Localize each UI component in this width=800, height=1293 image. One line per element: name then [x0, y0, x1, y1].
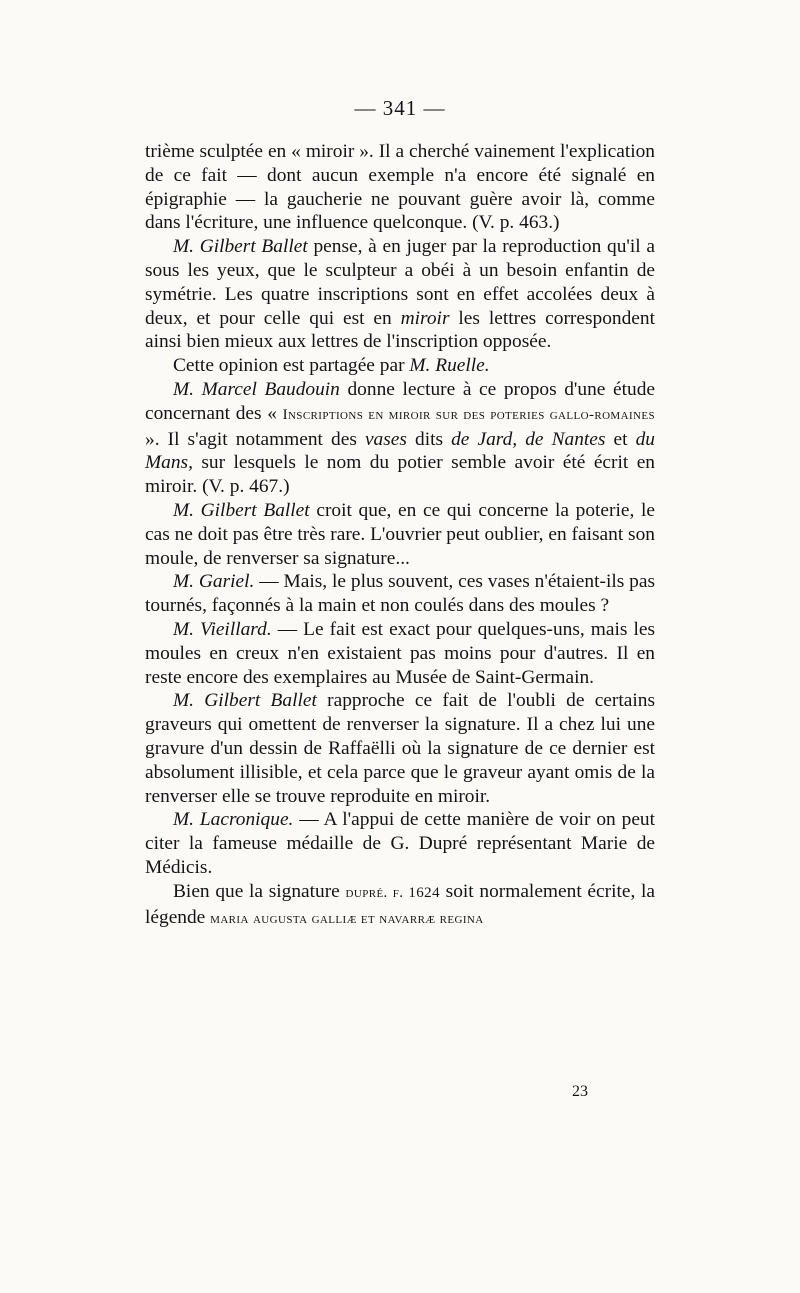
text-run: dits: [406, 428, 452, 450]
paragraph: [145, 354, 655, 378]
speaker-name: M. Lacronique.: [173, 809, 294, 831]
text-run: — A l'appui de cette manière de voir on peut citer la fameuse médaille de G. Dupré représentant Marie de Médicis.: [145, 809, 656, 878]
text-run: Bien que la signature: [173, 880, 346, 902]
text-run: et: [605, 428, 636, 450]
paragraph: [145, 618, 655, 689]
text-run: pense, à en juger par la reproduction qu'il a sous les yeux, que le sculpteur a obéi à un besoin enfantin de symétrie. Les quatre inscriptions sont en effet accolées deux à deux, et pour celle qui est en: [145, 236, 655, 329]
text-run: trième sculptée en « miroir ». Il a cherché vainement l'explication de ce fait — dont aucun exemple n'a encore été signalé en épigraphie — la gaucherie ne pouvant guère avoir là, comme dans l'écriture, une influence quelconque. (V. p. 463.): [145, 141, 655, 234]
paragraph: [145, 140, 655, 235]
text-run: — Mais, le plus souvent, ces vases n'étaient-ils pas tournés, façonnés à la main et non coulés dans des moules ?: [145, 571, 655, 617]
text-run: — Le fait est exact pour quelques-uns, mais les moules en creux n'en existaient pas moins pour d'autres. Il en reste encore des exemplaires au Musée de Saint-Germain.: [145, 618, 655, 688]
emphasis: vases: [364, 428, 407, 450]
paragraph: [145, 570, 655, 618]
signature-mark: 23: [572, 1083, 588, 1100]
paragraph: [145, 378, 655, 499]
page-number: — 341 —: [354, 96, 446, 120]
emphasis: miroir: [400, 307, 450, 329]
text-run: ». Il s'agit notamment des: [145, 428, 365, 450]
text-run: croit que, en ce qui concerne la poterie, le cas ne doit pas être très rare. L'ouvrier peut oublier, en faisant son moule, de renverser sa signature...: [145, 499, 655, 569]
text-run: sur lesquels le nom du potier semble avoir été écrit en miroir. (V. p. 467.): [145, 452, 655, 498]
speaker-name: M. Marcel Baudouin: [173, 378, 340, 400]
speaker-name: M. Gilbert Ballet: [173, 690, 317, 712]
text-run: les lettres correspondent ainsi bien mieux aux lettres de l'inscription opposée.: [145, 307, 655, 353]
paragraph: [145, 808, 655, 879]
text-run: soit normalement écrite, la légende: [145, 880, 655, 928]
speaker-name: M. Vieillard.: [173, 618, 272, 640]
body-text: [145, 140, 655, 931]
small-caps-title: Inscriptions en miroir sur des poteries gallo-romaines: [282, 406, 656, 423]
small-caps-legend: maria augusta galliæ et navarræ regina: [210, 910, 484, 927]
speaker-name: M. Gariel.: [173, 571, 255, 593]
text-run: Cette opinion est partagée par: [173, 355, 410, 377]
paragraph: [145, 235, 655, 354]
emphasis: du Mans,: [145, 428, 655, 474]
text-run: donne lecture à ce propos d'une étude concernant des «: [145, 378, 656, 424]
speaker-name: M. Gilbert Ballet: [173, 236, 308, 258]
speaker-name: M. Ruelle.: [409, 355, 490, 377]
small-caps-signature: dupré. f. 1624: [345, 884, 440, 901]
paragraph: [145, 880, 655, 932]
paragraph: [145, 689, 655, 808]
text-run: rapproche ce fait de l'oubli de certains graveurs qui omettent de renverser la signature. Il a chez lui une gravure d'un dessin de Raffaëlli où la signature de ce dernier est absolument illisible, et cela parce que le graveur ayant omis de la renverser elle se trouve reproduite en miroir.: [145, 690, 655, 807]
paragraph: [145, 499, 655, 570]
emphasis: de Jard, de Nantes: [451, 428, 606, 450]
speaker-name: M. Gilbert Ballet: [173, 499, 310, 521]
